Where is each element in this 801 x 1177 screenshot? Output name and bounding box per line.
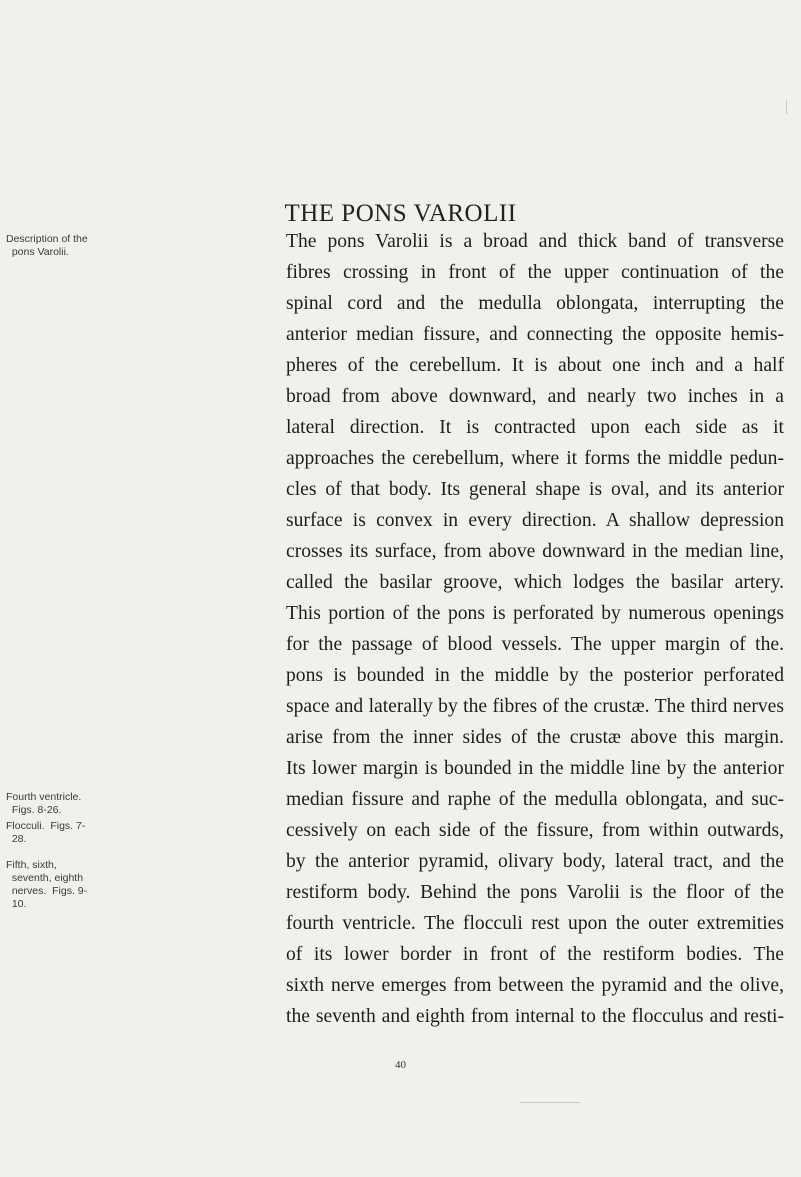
text-line: arise from the inner sides of the crustæ above this margin. <box>286 727 784 748</box>
text-line: restiform body. Behind the pons Varolii is the floor of the <box>286 882 784 903</box>
bottom-smudge <box>520 1102 580 1103</box>
text-line: fibres crossing in front of the upper continuation of the <box>286 262 784 283</box>
text-line: anterior median fissure, and connecting the opposite hemis- <box>286 324 784 345</box>
page-number: 40 <box>395 1059 406 1071</box>
text-line: broad from above downward, and nearly two inches in a <box>286 386 784 407</box>
text-line: cles of that body. Its general shape is oval, and its anterior <box>286 479 784 500</box>
text-line: the seventh and eighth from internal to the flocculus and resti- <box>286 1006 784 1027</box>
text-line: Its lower margin is bounded in the middle line by the anterior <box>286 758 784 779</box>
side-note-nerves: Fifth, sixth, seventh, eighth nerves. Figs. 9- 10. <box>6 859 88 910</box>
text-line: spinal cord and the medulla oblongata, interrupting the <box>286 293 784 314</box>
text-line: by the anterior pyramid, olivary body, lateral tract, and the <box>286 851 784 872</box>
margin-speck <box>786 100 787 114</box>
side-note-flocculi: Flocculi. Figs. 7- 28. <box>6 820 86 845</box>
side-note-description: Description of the pons Varolii. <box>6 233 88 258</box>
text-line: fourth ventricle. The flocculi rest upon the outer extremities <box>286 913 784 934</box>
text-line: space and laterally by the fibres of the crustæ. The third nerves <box>286 696 784 717</box>
text-line: The pons Varolii is a broad and thick band of transverse <box>286 231 784 252</box>
text-line: pons is bounded in the middle by the posterior perforated <box>286 665 784 686</box>
text-line: This portion of the pons is perforated by numerous openings <box>286 603 784 624</box>
text-line: cessively on each side of the fissure, from within outwards, <box>286 820 784 841</box>
text-line: lateral direction. It is contracted upon each side as it <box>286 417 784 438</box>
text-line: sixth nerve emerges from between the pyramid and the olive, <box>286 975 784 996</box>
text-line: median fissure and raphe of the medulla oblongata, and suc- <box>286 789 784 810</box>
text-line: pheres of the cerebellum. It is about one inch and a half <box>286 355 784 376</box>
text-line: crosses its surface, from above downward in the median line, <box>286 541 784 562</box>
text-line: of its lower border in front of the restiform bodies. The <box>286 944 784 965</box>
text-line: surface is convex in every direction. A shallow depression <box>286 510 784 531</box>
text-line: for the passage of blood vessels. The upper margin of the. <box>286 634 784 655</box>
text-line: approaches the cerebellum, where it forms the middle pedun- <box>286 448 784 469</box>
text-line: called the basilar groove, which lodges the basilar artery. <box>286 572 784 593</box>
page-title: THE PONS VAROLII <box>284 200 517 227</box>
side-note-fourth-ventricle: Fourth ventricle. Figs. 8-26. <box>6 791 82 816</box>
